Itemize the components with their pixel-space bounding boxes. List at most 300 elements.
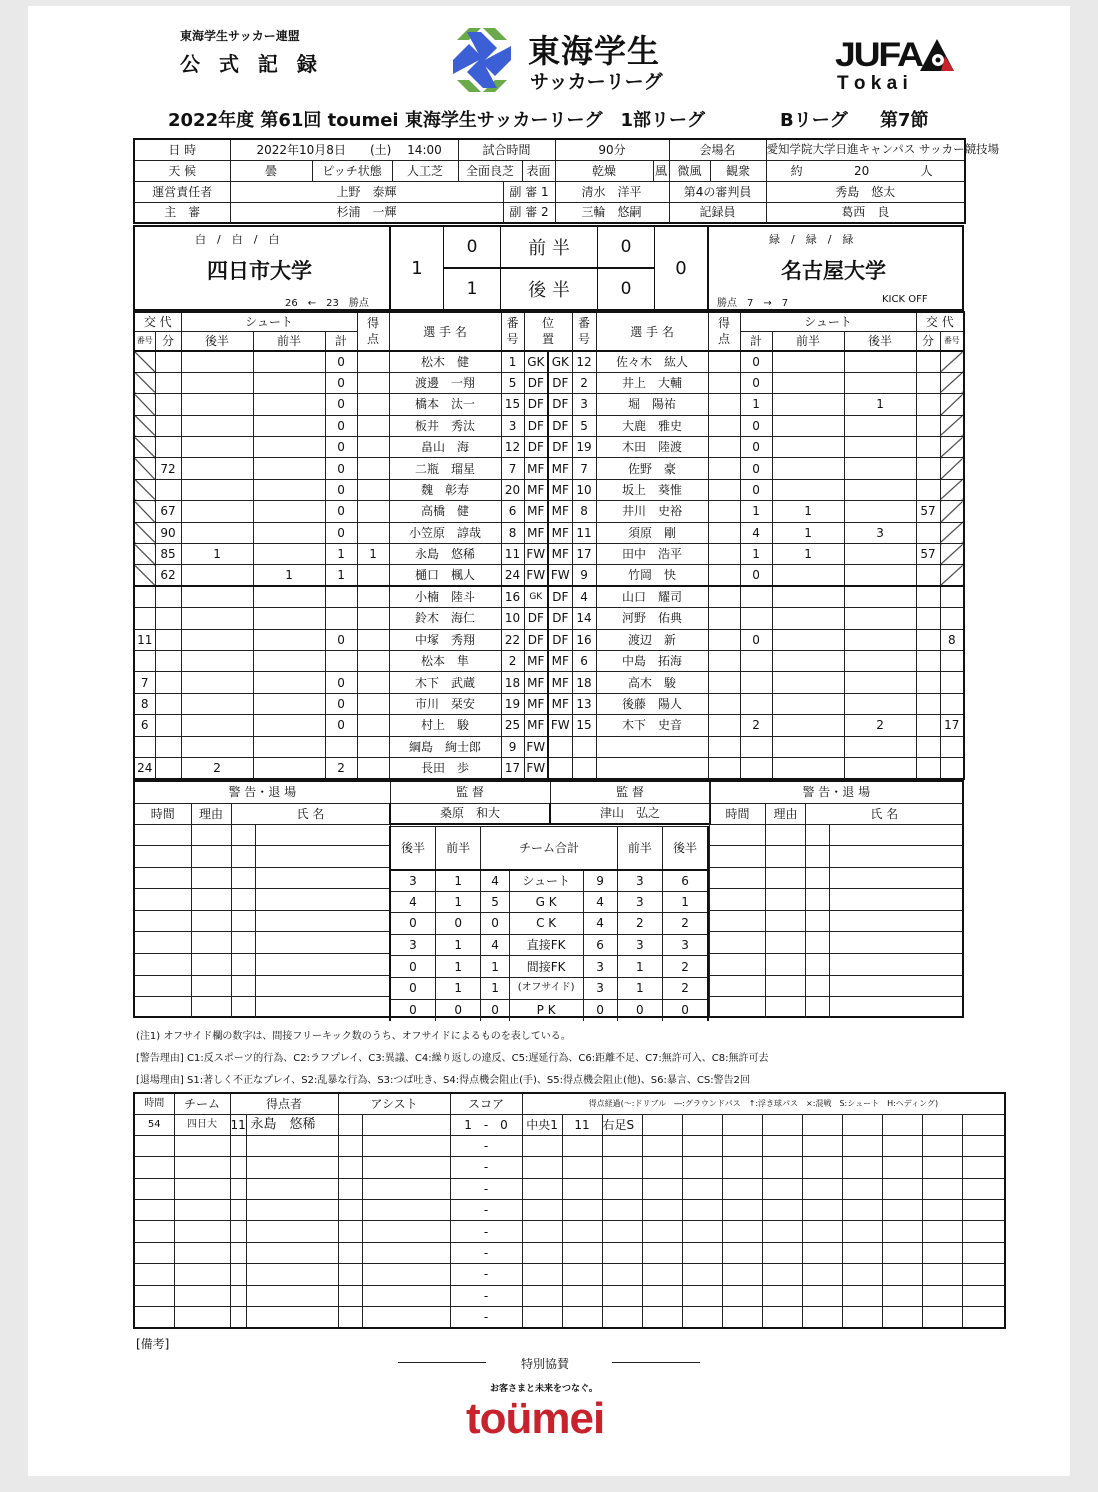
away-goals — [708, 629, 740, 650]
home-player-number: 22 — [501, 629, 524, 650]
stat-home-second-half: 0 — [390, 977, 435, 999]
goal-team: 四日大 — [174, 1114, 230, 1135]
home-caution-cell — [231, 932, 255, 954]
away-player-position: FW — [548, 715, 572, 736]
competition-title: 2022年度 第61回 toumei 東海学生サッカーリーグ 1部リーグ — [168, 110, 706, 131]
home-shots-first-half — [253, 479, 325, 500]
away-player-position: DF — [548, 415, 572, 436]
goal-time — [134, 1221, 174, 1242]
goal-scorer-name — [246, 1135, 338, 1156]
goal-time — [134, 1242, 174, 1263]
home-caution-cell — [135, 975, 191, 997]
goal-score: - — [450, 1135, 522, 1156]
goal-scorer-name — [246, 1264, 338, 1285]
away-goals — [708, 672, 740, 693]
weekday: (土) — [369, 142, 392, 157]
goal-process-cell — [842, 1157, 882, 1178]
goal-process-cell — [882, 1242, 922, 1263]
goal-process-cell — [882, 1221, 922, 1242]
home-sub-minute — [155, 372, 181, 393]
home-first-half-score: 0 — [444, 227, 501, 269]
away-goals — [708, 757, 740, 778]
away-sub-number — [940, 458, 964, 479]
away-sub-minute — [916, 415, 940, 436]
home-player-name: 橋本 汰一 — [389, 394, 501, 415]
goal-process-cell — [802, 1264, 842, 1285]
away-caution-cell — [766, 997, 806, 1019]
goal-process-cell — [922, 1264, 962, 1285]
away-player-name: 井上 大輔 — [596, 372, 708, 393]
roster-row — [134, 757, 964, 778]
away-sub-number — [940, 608, 964, 629]
away-goals — [708, 351, 740, 372]
home-shots-first-half — [253, 351, 325, 372]
goal-score: 1 - 0 — [450, 1114, 522, 1135]
goal-assist-number — [338, 1221, 362, 1242]
home-coach-label: 監 督 — [390, 782, 550, 803]
roster-row — [134, 437, 964, 458]
away-shots-second-half: 3 — [844, 522, 916, 543]
goal-process-cell — [882, 1200, 922, 1221]
away-player-name: 中島 拓海 — [596, 650, 708, 671]
home-sub-number: 6 — [134, 715, 155, 736]
away-sub-number: 8 — [940, 629, 964, 650]
goal-process-cell — [682, 1264, 722, 1285]
home-caution-name-header: 氏 名 — [231, 803, 390, 824]
away-player-number — [572, 736, 596, 757]
away-player-position: MF — [548, 672, 572, 693]
goal-scorer-name — [246, 1157, 338, 1178]
goal-process-cell — [922, 1135, 962, 1156]
goal-scorer-name — [246, 1221, 338, 1242]
away-goals — [708, 394, 740, 415]
home-sub-number — [134, 458, 155, 479]
home-shots-total: 0 — [325, 351, 357, 372]
goal-process-cell — [962, 1200, 1005, 1221]
home-caution-cell — [135, 846, 191, 868]
recorder-label: 記録員 — [669, 202, 766, 223]
goal-scorer-name — [246, 1200, 338, 1221]
home-shots-total: 0 — [325, 479, 357, 500]
roster-row — [134, 629, 964, 650]
away-caution-title: 警 告・退 場 — [710, 782, 963, 803]
home-caution-cell — [231, 975, 255, 997]
away-player-position: MF — [548, 458, 572, 479]
away-sub-number — [940, 437, 964, 458]
ar1-label: 副 審 1 — [503, 181, 555, 202]
home-shots-total: 0 — [325, 672, 357, 693]
home-shots-second-half — [181, 522, 253, 543]
away-player-name — [596, 757, 708, 778]
goal-process-cell — [882, 1157, 922, 1178]
referee-label: 主 審 — [134, 202, 230, 223]
away-shots-second-half — [844, 372, 916, 393]
home-shots-second-half — [181, 672, 253, 693]
referee-value: 杉浦 一輝 — [230, 202, 503, 223]
goal-process-cell — [802, 1178, 842, 1199]
home-sub-number — [134, 586, 155, 607]
goal-row — [134, 1264, 1005, 1285]
home-goals — [357, 415, 389, 436]
home-player-number: 3 — [501, 415, 524, 436]
away-shots-first-half — [772, 650, 844, 671]
home-player-number: 10 — [501, 608, 524, 629]
away-caution-cell — [710, 846, 766, 868]
fourth-official-label: 第4の審判員 — [669, 181, 766, 202]
away-player-name: 坂上 葵惟 — [596, 479, 708, 500]
wind-value: 微風 — [669, 160, 710, 181]
roster-table — [133, 311, 965, 780]
home-player-number: 12 — [501, 437, 524, 458]
goal-scorer-number — [230, 1264, 246, 1285]
goal-process-cell — [522, 1285, 562, 1306]
away-sub-minute: 57 — [916, 544, 940, 565]
goal-process-cell — [762, 1264, 802, 1285]
home-sub-number — [134, 544, 155, 565]
goal-scorer-number — [230, 1157, 246, 1178]
stat-home-second-half: 0 — [390, 956, 435, 978]
date-label: 日 時 — [134, 139, 230, 160]
goal-process-cell — [802, 1307, 842, 1328]
home-shots-total — [325, 736, 357, 757]
home-caution-cell — [135, 889, 191, 911]
away-shots-total: 0 — [740, 479, 772, 500]
goal-assist-number — [338, 1200, 362, 1221]
away-player-number: 9 — [572, 565, 596, 586]
away-caution-cell — [710, 975, 766, 997]
home-player-number: 20 — [501, 479, 524, 500]
home-caution-cell — [135, 954, 191, 976]
goal-process-cell — [802, 1200, 842, 1221]
away-player-position — [548, 736, 572, 757]
goal-process-cell — [842, 1200, 882, 1221]
pitch-type: 人工芝 — [392, 160, 458, 181]
stat-away-total: 4 — [583, 891, 617, 913]
away-goals — [708, 437, 740, 458]
goal-process-cell — [922, 1221, 962, 1242]
stat-stat-label: G K — [509, 891, 583, 913]
stat-away-second-half: 2 — [663, 956, 708, 978]
goal-team — [174, 1285, 230, 1306]
goal-team — [174, 1221, 230, 1242]
away-player-position: MF — [548, 501, 572, 522]
away-caution-cell — [806, 889, 830, 911]
goal-process-cell — [762, 1114, 802, 1135]
goal-process-cell — [642, 1285, 682, 1306]
home-sub-minute — [155, 650, 181, 671]
home-sub-number — [134, 736, 155, 757]
home-player-name: 小楠 陸斗 — [389, 586, 501, 607]
manager-label: 運営責任者 — [134, 181, 230, 202]
home-sub-number — [134, 501, 155, 522]
away-shots-first-half — [772, 351, 844, 372]
away-caution-cell — [806, 975, 830, 997]
home-sub-number — [134, 650, 155, 671]
away-sub-minute — [916, 565, 940, 586]
away-player-name: 佐々木 紘人 — [596, 351, 708, 372]
home-player-name: 長田 歩 — [389, 757, 501, 778]
home-sub-number — [134, 522, 155, 543]
goal-assist-name — [362, 1200, 450, 1221]
sponsor-label: 特別協賛 — [521, 1357, 570, 1371]
home-player-number: 18 — [501, 672, 524, 693]
away-first-half-header: 前半 — [772, 331, 844, 351]
first-half-label: 前 半 — [501, 227, 598, 269]
goal-process-cell — [962, 1285, 1005, 1306]
away-sub-minute — [916, 394, 940, 415]
goal-process-cell — [842, 1285, 882, 1306]
away-player-number: 11 — [572, 522, 596, 543]
home-player-position: DF — [524, 437, 548, 458]
away-shots-first-half: 1 — [772, 544, 844, 565]
sponsor-divider-right — [612, 1362, 700, 1363]
goal-process-cell — [922, 1200, 962, 1221]
goals-time-header: 時間 — [134, 1093, 174, 1114]
manager-value: 上野 泰輝 — [230, 181, 503, 202]
roster-row — [134, 715, 964, 736]
goal-process-cell — [922, 1114, 962, 1135]
home-caution-cell — [191, 954, 231, 976]
away-shots-first-half — [772, 372, 844, 393]
home-sub-minute — [155, 672, 181, 693]
away-shots-first-half: 1 — [772, 522, 844, 543]
goal-assist-name — [362, 1135, 450, 1156]
home-player-name: 魏 彰寿 — [389, 479, 501, 500]
away-caution-cell — [830, 824, 963, 846]
away-caution-cell — [710, 954, 766, 976]
goal-time — [134, 1178, 174, 1199]
goal-process-cell: 中央1 — [522, 1114, 562, 1135]
home-shots-first-half — [253, 629, 325, 650]
away-sub-minute: 57 — [916, 501, 940, 522]
away-caution-cell — [766, 910, 806, 932]
roster-row — [134, 415, 964, 436]
home-goals — [357, 458, 389, 479]
away-player-name — [596, 736, 708, 757]
goal-process-cell — [602, 1200, 642, 1221]
home-caution-cell — [231, 954, 255, 976]
away-player-name: 後藤 陽人 — [596, 693, 708, 714]
home-shots-total: 0 — [325, 458, 357, 479]
home-player-position: MF — [524, 501, 548, 522]
goal-process-cell — [802, 1157, 842, 1178]
logo-subtitle: サッカーリーグ — [530, 71, 663, 93]
away-goals — [708, 372, 740, 393]
home-caution-row — [135, 910, 390, 932]
stat-stat-label: C K — [509, 913, 583, 935]
stat-stat-label: P K — [509, 999, 583, 1021]
goal-assist-name — [362, 1264, 450, 1285]
away-shots-first-half — [772, 458, 844, 479]
goal-process-cell — [962, 1242, 1005, 1263]
home-shots-second-half: 1 — [181, 544, 253, 565]
home-shots-total: 0 — [325, 715, 357, 736]
home-points: 26 ← 23 勝点 — [285, 298, 369, 309]
team-stats-row — [390, 870, 708, 892]
goal-process-cell — [842, 1264, 882, 1285]
roster-row — [134, 565, 964, 586]
home-goals — [357, 565, 389, 586]
home-sub-minute — [155, 437, 181, 458]
away-sub-number — [940, 372, 964, 393]
goal-assist-number — [338, 1307, 362, 1328]
away-first-half-score: 0 — [598, 227, 655, 269]
home-shots-second-half — [181, 351, 253, 372]
roster-row — [134, 458, 964, 479]
away-goals — [708, 608, 740, 629]
goal-scorer-number — [230, 1200, 246, 1221]
away-team-panel — [709, 227, 962, 309]
away-caution-cell — [766, 954, 806, 976]
away-sub-minute — [916, 522, 940, 543]
goal-process-cell — [842, 1178, 882, 1199]
stat-away-second-half: 6 — [663, 870, 708, 892]
goal-process-cell — [642, 1221, 682, 1242]
home-shots-second-half — [181, 479, 253, 500]
goal-process-cell — [642, 1178, 682, 1199]
home-shots-first-half — [253, 672, 325, 693]
wind-label: 風 — [653, 160, 669, 181]
home-player-position: MF — [524, 522, 548, 543]
goal-scorer-number — [230, 1178, 246, 1199]
away-shots-first-half: 1 — [772, 501, 844, 522]
away-shots-second-half: 2 — [844, 715, 916, 736]
away-caution-cell — [806, 997, 830, 1019]
away-player-name: 竹岡 快 — [596, 565, 708, 586]
home-caution-cell — [191, 846, 231, 868]
roster-row — [134, 586, 964, 607]
home-player-name: 松本 隼 — [389, 650, 501, 671]
stat-away-second-half: 1 — [663, 891, 708, 913]
home-player-number: 5 — [501, 372, 524, 393]
home-player-name: 畠山 海 — [389, 437, 501, 458]
away-second-half-score: 0 — [598, 269, 655, 309]
away-caution-cell — [766, 867, 806, 889]
away-player-number: 13 — [572, 693, 596, 714]
roster-row — [134, 544, 964, 565]
home-caution-cell — [191, 824, 231, 846]
home-player-position: FW — [524, 544, 548, 565]
goal-process-cell — [602, 1264, 642, 1285]
goal-score: - — [450, 1178, 522, 1199]
goal-assist-number — [338, 1285, 362, 1306]
away-shots-second-half — [844, 544, 916, 565]
home-shots-second-half — [181, 415, 253, 436]
away-goals — [708, 501, 740, 522]
goal-process-cell — [842, 1114, 882, 1135]
away-player-position: MF — [548, 544, 572, 565]
surface-value: 乾燥 — [555, 160, 653, 181]
away-caution-cell — [710, 824, 766, 846]
goal-process-cell — [762, 1242, 802, 1263]
round: 第7節 — [880, 110, 929, 131]
away-player-number: 7 — [572, 458, 596, 479]
away-caution-cell — [710, 997, 766, 1019]
goal-process-cell — [682, 1135, 722, 1156]
stat-away-second-half: 0 — [663, 999, 708, 1021]
home-goals — [357, 522, 389, 543]
away-sub-minute — [916, 458, 940, 479]
goal-process-cell — [962, 1178, 1005, 1199]
away-second-half-header: 後半 — [844, 331, 916, 351]
home-shots-second-half — [181, 608, 253, 629]
goal-time — [134, 1285, 174, 1306]
home-caution-cell — [255, 997, 390, 1019]
home-shots-second-half — [181, 693, 253, 714]
away-sub-minute — [916, 608, 940, 629]
home-sub-minute — [155, 608, 181, 629]
away-player-number: 15 — [572, 715, 596, 736]
home-first-half-header: 前半 — [253, 331, 325, 351]
away-player-position: DF — [548, 394, 572, 415]
home-shots-first-half — [253, 608, 325, 629]
away-player-number: 10 — [572, 479, 596, 500]
away-caution-cell — [766, 889, 806, 911]
roster-row — [134, 736, 964, 757]
home-player-position: MF — [524, 479, 548, 500]
away-shots-total: 0 — [740, 437, 772, 458]
home-shots-first-half — [253, 650, 325, 671]
goal-process-cell — [682, 1114, 722, 1135]
spectators-value — [766, 160, 965, 181]
stat-away-second-half: 2 — [663, 913, 708, 935]
goals-process-header: 得点経過(～:ドリブル ―:グラウンドパス ↑:浮き球パス ×:混戦 S:シュート H:ヘディング) — [522, 1093, 1005, 1114]
away-caution-row — [710, 910, 963, 932]
home-minute-header: 分 — [155, 331, 181, 351]
away-shots-total: 4 — [740, 522, 772, 543]
away-shots-second-half: 1 — [844, 394, 916, 415]
home-player-number: 16 — [501, 586, 524, 607]
roster-row — [134, 372, 964, 393]
home-second-half-score: 1 — [444, 269, 501, 309]
away-caution-cell — [830, 932, 963, 954]
away-player-number: 2 — [572, 372, 596, 393]
goal-scorer-number — [230, 1135, 246, 1156]
home-sub-number — [134, 415, 155, 436]
home-total-score: 1 — [391, 227, 444, 309]
away-shots-total: 0 — [740, 415, 772, 436]
home-sub-minute — [155, 479, 181, 500]
away-shots-second-half — [844, 672, 916, 693]
goal-assist-name — [362, 1114, 450, 1135]
home-total-header: 計 — [325, 331, 357, 351]
home-caution-cell — [135, 910, 191, 932]
goal-process-cell — [642, 1157, 682, 1178]
home-player-position: DF — [524, 415, 548, 436]
away-sub-minute — [916, 650, 940, 671]
home-shots-first-half — [253, 372, 325, 393]
away-caution-cell — [710, 867, 766, 889]
away-sub-minute — [916, 693, 940, 714]
away-goals — [708, 736, 740, 757]
goal-scorer-name — [246, 1242, 338, 1263]
away-sub-minute — [916, 351, 940, 372]
away-shots-second-half — [844, 565, 916, 586]
stat-home-first-half: 0 — [435, 999, 480, 1021]
goal-process-cell — [682, 1157, 722, 1178]
goal-process-cell — [882, 1264, 922, 1285]
away-shots-first-half — [772, 715, 844, 736]
away-team-name: 名古屋大学 — [781, 259, 886, 283]
goal-process-cell — [562, 1221, 602, 1242]
goal-process-cell — [522, 1157, 562, 1178]
away-player-name: 木田 陸渡 — [596, 437, 708, 458]
goal-row — [134, 1242, 1005, 1263]
away-sub-minute — [916, 715, 940, 736]
away-caution-row — [710, 889, 963, 911]
goal-time: 54 — [134, 1114, 174, 1135]
away-sub-number — [940, 394, 964, 415]
